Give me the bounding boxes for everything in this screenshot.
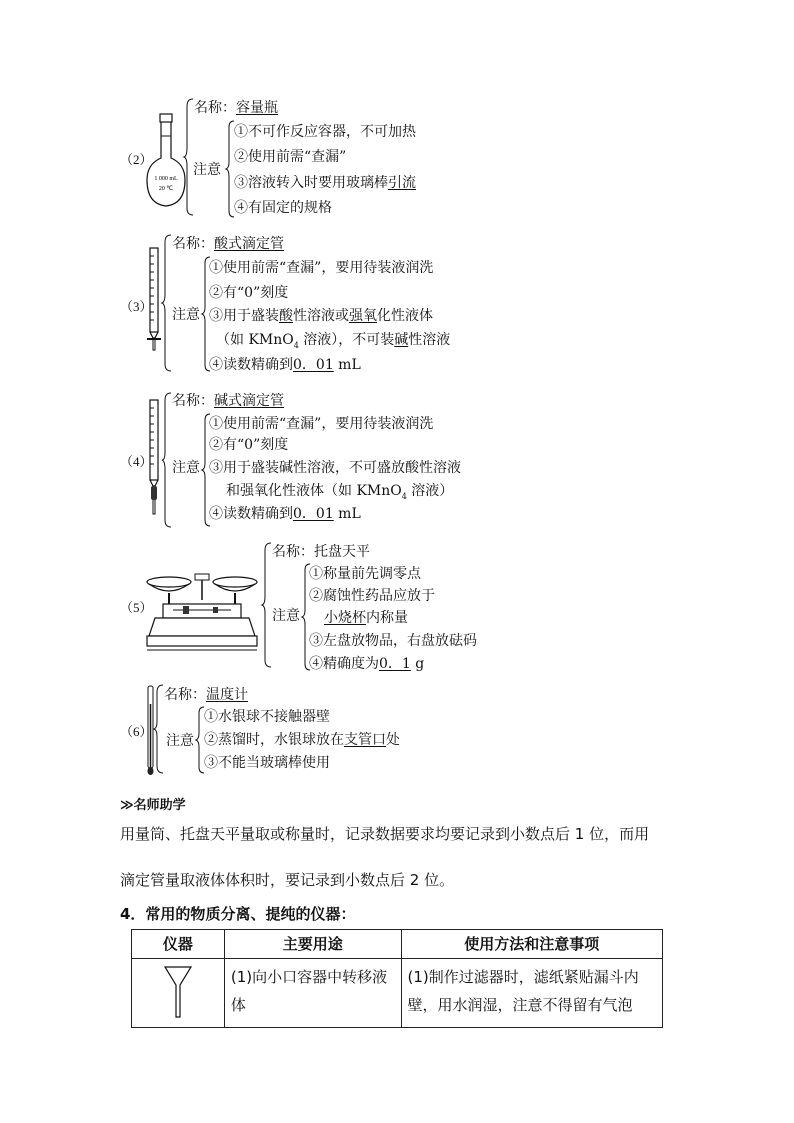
notes-label: 注意 — [272, 608, 300, 624]
table-row — [132, 959, 663, 1028]
outer-brace — [262, 542, 272, 668]
item-number: （4） — [120, 454, 153, 469]
item-number: （5） — [120, 600, 153, 615]
outer-brace — [162, 234, 172, 372]
note: ①水银球不接触器壁 — [204, 709, 330, 725]
note: ①使用前需“查漏”，要用待装液润洗 — [209, 416, 434, 432]
name-value: 容量瓶 — [236, 100, 278, 116]
note: ②蒸馏时，水银球放在支管口处 — [204, 732, 400, 748]
separation-instruments-table — [131, 929, 663, 1028]
note: ④读数精确到0．01 mL — [209, 506, 361, 522]
item-number: （2） — [120, 152, 153, 167]
note: （如 KMnO$_4$ 溶液），不可装碱性溶液 — [216, 332, 451, 350]
item-name: 名称：托盘天平 — [272, 544, 370, 560]
method-cell: (1)制作过滤器时，滤纸紧贴漏斗内壁，用水润湿，注意不得留有气泡 — [401, 959, 662, 1028]
note: ①称量前先调零点 — [309, 566, 421, 582]
name-prefix: 名称： — [194, 100, 236, 116]
outer-brace — [154, 684, 164, 774]
note: ③溶液转入时要用玻璃棒引流 — [234, 175, 416, 191]
notes-label: 注意 — [172, 460, 200, 476]
instrument-cell — [132, 959, 225, 1028]
use-cell: (1)向小口容器中转移液体 — [224, 959, 401, 1028]
column-header: 主要用途 — [224, 930, 401, 959]
item-name: 名称：碱式滴定管 — [172, 393, 284, 409]
note: 小烧杯内称量 — [324, 610, 408, 626]
notes-label: 注意 — [172, 307, 200, 323]
note: ④精确度为0．1 g — [309, 656, 425, 672]
section-title: 4．常用的物质分离、提纯的仪器： — [120, 905, 356, 923]
item-name: 名称：温度计 — [164, 687, 248, 703]
note: ③不能当玻璃棒使用 — [204, 755, 330, 771]
outer-brace — [162, 392, 172, 528]
note: ③用于盛装酸性溶液或强氧化性液体 — [209, 308, 433, 324]
outer-brace — [184, 98, 194, 216]
tip-paragraph-line: 用量筒、托盘天平量取或称量时，记录数据要求均要记录到小数点后 1 位，而用 — [120, 825, 650, 843]
note: ②有“0”刻度 — [209, 437, 289, 453]
flask-label-temperature: 20 ℃ — [158, 186, 174, 192]
note: ④读数精确到0．01 mL — [209, 357, 361, 373]
note: ①使用前需“查漏”，要用待装液润洗 — [209, 260, 434, 276]
item-number: （6） — [120, 724, 153, 739]
tip-heading: ≫名师助学 — [120, 798, 186, 813]
column-header: 使用方法和注意事项 — [401, 930, 662, 959]
note: ②腐蚀性药品应放于 — [309, 588, 435, 604]
notes-label: 注意 — [193, 162, 221, 178]
tip-paragraph-line: 滴定管量取液体体积时，要记录到小数点后 2 位。 — [120, 871, 455, 889]
column-header: 仪器 — [132, 930, 225, 959]
table-header-row — [132, 930, 663, 959]
funnel-icon — [163, 963, 193, 1019]
tray-balance-icon — [143, 566, 261, 660]
note: ③用于盛装碱性溶液，不可盛放酸性溶液 — [209, 460, 461, 476]
flask-label-volume: 1 000 mL — [154, 176, 178, 182]
note: ②有“0”刻度 — [209, 285, 289, 301]
note: ④有固定的规格 — [234, 200, 332, 216]
note: ②使用前需“查漏” — [234, 149, 347, 165]
volumetric-flask-icon — [145, 112, 187, 212]
item-name: 名称：酸式滴定管 — [172, 236, 284, 252]
note: ③左盘放物品，右盘放砝码 — [309, 633, 477, 649]
item-number: （3） — [120, 299, 153, 314]
note: 和强氧化性液体（如 KMnO$_4$ 溶液） — [226, 483, 454, 501]
item-name — [194, 99, 278, 117]
notes-label: 注意 — [166, 733, 194, 749]
note: ①不可作反应容器，不可加热 — [234, 124, 416, 140]
